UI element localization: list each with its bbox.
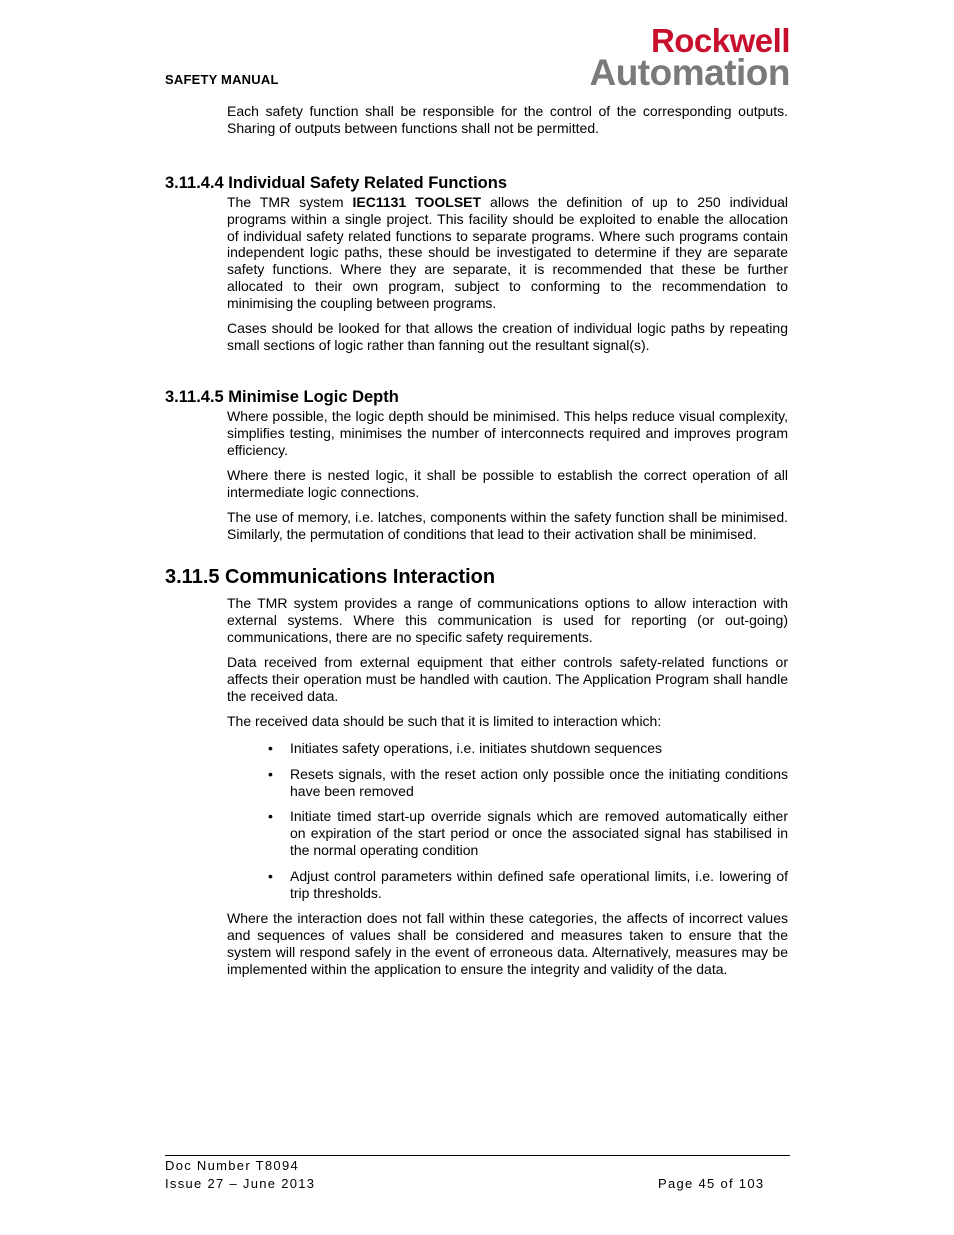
footer-page-number: Page 45 of 103 bbox=[658, 1176, 765, 1191]
section-3-11-5-heading: 3.11.5 Communications Interaction bbox=[165, 566, 496, 589]
section-3-11-4-4-paragraph-2: Cases should be looked for that allows the creation of individual logic paths by repeating small sections of logic rather than fanning out the resultant signal(s). bbox=[227, 320, 788, 353]
footer-issue: Issue 27 – June 2013 bbox=[165, 1176, 316, 1191]
list-item bbox=[268, 808, 788, 858]
p1-text-pre: The TMR system bbox=[227, 194, 353, 211]
bullet-icon: • bbox=[268, 867, 273, 884]
logo-line-2: Automation bbox=[589, 51, 790, 93]
section-3-11-5-paragraph-2: Data received from external equipment that either controls safety-related functions or affects their operation must be handled with caution. The Application Program shall handle the received data. bbox=[227, 654, 788, 704]
logo-line-1: Rockwell bbox=[650, 22, 790, 59]
list-item-text: Adjust control parameters within defined safe operational limits, i.e. lowering of trip thresholds. bbox=[290, 867, 788, 901]
section-3-11-5-paragraph-4: Where the interaction does not fall within these categories, the affects of incorrect values and sequences of values shall be considered and measures taken to ensure that the system will respond safely in the event of erroneous data. Alternatively, measures may be implemented within the application to ensure the integrity and validity of the data. bbox=[227, 910, 788, 977]
footer-divider bbox=[165, 1155, 790, 1156]
list-item-text: Initiates safety operations, i.e. initiates shutdown sequences bbox=[290, 739, 662, 756]
section-3-11-4-5-paragraph-1: Where possible, the logic depth should be minimised. This helps reduce visual complexity, simplifies testing, minimises the number of interconnects required and improves program efficiency. bbox=[227, 408, 788, 458]
p1-text-bold: IEC1131 TOOLSET bbox=[352, 194, 482, 211]
section-3-11-4-4-heading: 3.11.4.4 Individual Safety Related Functions bbox=[165, 174, 508, 193]
section-3-11-4-5-paragraph-2: Where there is nested logic, it shall be possible to establish the correct operation of all intermediate logic connections. bbox=[227, 467, 788, 500]
section-3-11-5-paragraph-1: The TMR system provides a range of communications options to allow interaction with external systems. Where this communication is used for reporting (or out-going) communications, there are no specific safety requirements. bbox=[227, 595, 788, 645]
bullet-icon: • bbox=[268, 739, 273, 756]
list-item bbox=[268, 867, 788, 902]
bullet-icon: • bbox=[268, 765, 273, 782]
list-item bbox=[268, 739, 788, 757]
rockwell-automation-logo bbox=[554, 22, 790, 93]
section-3-11-4-5-heading: 3.11.4.5 Minimise Logic Depth bbox=[165, 388, 399, 407]
interaction-bullet-list bbox=[165, 740, 788, 901]
list-item-text: Initiate timed start-up override signals which are removed automatically either on expiration of the start period or once the associated signal has stabilised in the normal operating condition bbox=[290, 808, 788, 858]
header-title: SAFETY MANUAL bbox=[165, 72, 279, 87]
section-3-11-5-paragraph-3: The received data should be such that it is limited to interaction which: bbox=[227, 713, 662, 730]
list-item bbox=[268, 765, 788, 800]
section-3-11-4-5-paragraph-3: The use of memory, i.e. latches, components within the safety function shall be minimised. Similarly, the permutation of conditions that lead to their activation shall be minimised. bbox=[227, 509, 788, 543]
footer-doc-number: Doc Number T8094 bbox=[165, 1158, 300, 1173]
list-item-text: Resets signals, with the reset action only possible once the initiating conditions have been removed bbox=[290, 765, 788, 799]
bullet-icon: • bbox=[268, 808, 273, 825]
p1-text-post: allows the definition of up to 250 individual programs within a single project. This facility should be exploited to enable the allocation of individual safety related functions to separate programs. Where such programs contain independent logic paths, these should be investigated to determine if they are separate safety functions. Where they are separate, it is recommended that these be further allocated to their own program, subject to conforming to the recommendation to minimising the coupling between programs. bbox=[227, 194, 789, 311]
page-body bbox=[165, 103, 788, 986]
section-3-11-4-4-paragraph-1 bbox=[227, 194, 788, 312]
intro-paragraph: Each safety function shall be responsible for the control of the corresponding outputs. Sharing of outputs between functions shall not be permitted. bbox=[227, 103, 788, 136]
